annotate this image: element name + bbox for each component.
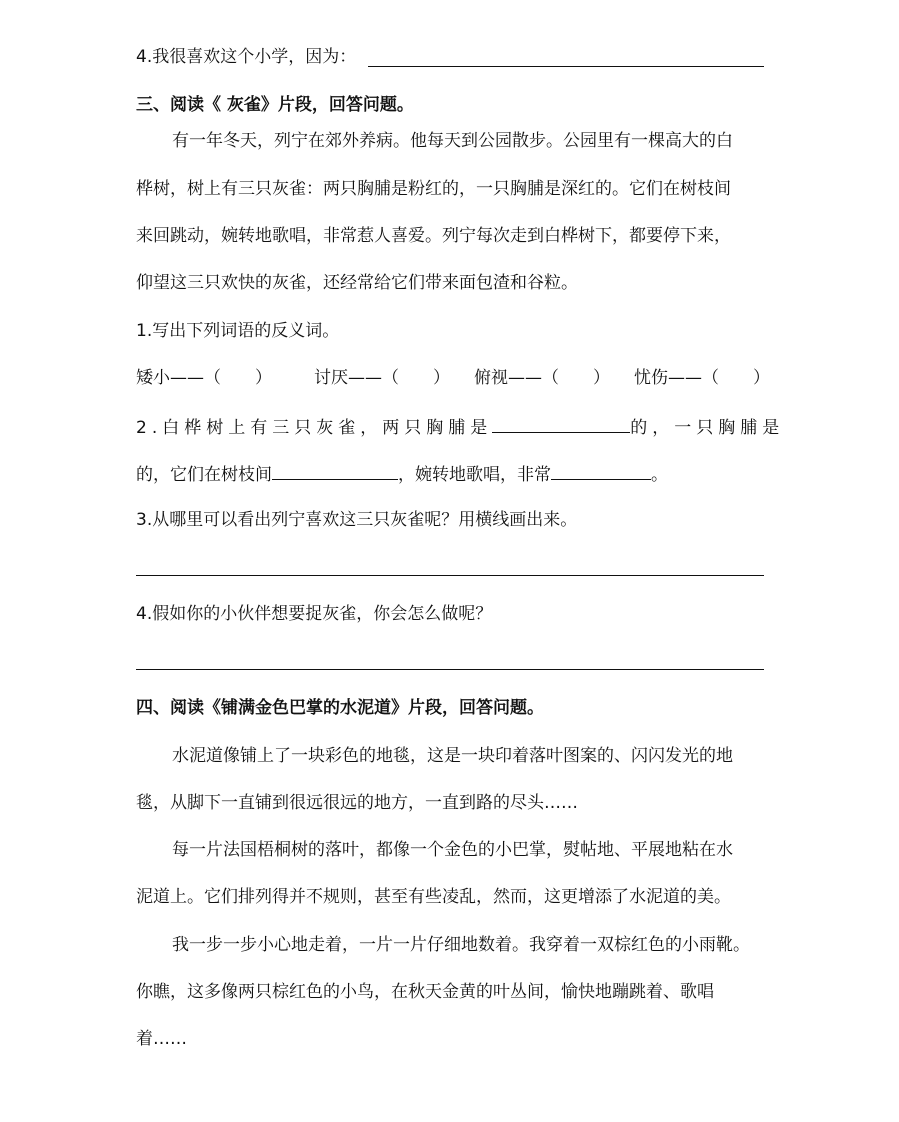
fill-blank[interactable] [492, 414, 630, 433]
fill-blank[interactable] [551, 461, 651, 480]
passage-line: 毯，从脚下一直铺到很远很远的地方，一直到路的尽头…… [136, 793, 578, 813]
question-label: 4.我很喜欢这个小学，因为： [136, 47, 357, 67]
question-text: 1.写出下列词语的反义词。 [136, 321, 340, 341]
passage-line: 来回跳动，婉转地歌唱，非常惹人喜爱。列宁每次走到白桦树下，都要停下来， [136, 226, 731, 246]
antonym-item: 矮小——（ ） [136, 368, 272, 388]
passage-line: 水泥道像铺上了一块彩色的地毯，这是一块印着落叶图案的、闪闪发光的地 [172, 746, 733, 766]
question-fragment: 的，它们在树枝间 [136, 465, 272, 485]
answer-line [368, 66, 764, 67]
passage-line: 着…… [136, 1029, 187, 1049]
antonym-item: 俯视——（ ） [474, 368, 610, 388]
passage-line: 有一年冬天，列宁在郊外养病。他每天到公园散步。公园里有一棵高大的白 [172, 131, 733, 151]
question-text [136, 414, 784, 439]
passage-line: 每一片法国梧桐树的落叶，都像一个金色的小巴掌，熨帖地、平展地粘在水 [172, 840, 733, 860]
passage-line: 仰望这三只欢快的灰雀，还经常给它们带来面包渣和谷粒。 [136, 273, 578, 293]
question-text [136, 461, 668, 486]
question-fragment: ，婉转地歌唱，非常 [398, 465, 551, 485]
question-fragment: 2.白桦树上有三只灰雀，两只胸脯是 [136, 418, 493, 438]
question-text: 4.假如你的小伙伴想要捉灰雀，你会怎么做呢？ [136, 604, 493, 624]
answer-line[interactable] [136, 669, 764, 670]
passage-line: 你瞧，这多像两只棕红色的小鸟，在秋天金黄的叶丛间，愉快地蹦跳着、歌唱 [136, 982, 714, 1002]
passage-line: 桦树，树上有三只灰雀：两只胸脯是粉红的，一只胸脯是深红的。它们在树枝间 [136, 179, 731, 199]
question-text: 3.从哪里可以看出列宁喜欢这三只灰雀呢？用横线画出来。 [136, 510, 578, 530]
section-title: 三、阅读《 灰雀》片段，回答问题。 [136, 95, 414, 115]
passage-line: 泥道上。它们排列得并不规则，甚至有些凌乱，然而，这更增添了水泥道的美。 [136, 887, 731, 907]
antonym-item: 忧伤——（ ） [634, 368, 770, 388]
question-fragment: 的，一只胸脯是 [630, 418, 785, 438]
antonym-item: 讨厌——（ ） [314, 368, 450, 388]
question-text [136, 46, 356, 68]
answer-line[interactable] [136, 575, 764, 576]
question-fragment: 。 [651, 465, 668, 485]
passage-line: 我一步一步小心地走着，一片一片仔细地数着。我穿着一双棕红色的小雨靴。 [172, 935, 750, 955]
section-title: 四、阅读《铺满金色巴掌的水泥道》片段，回答问题。 [136, 698, 544, 718]
fill-blank[interactable] [272, 461, 398, 480]
